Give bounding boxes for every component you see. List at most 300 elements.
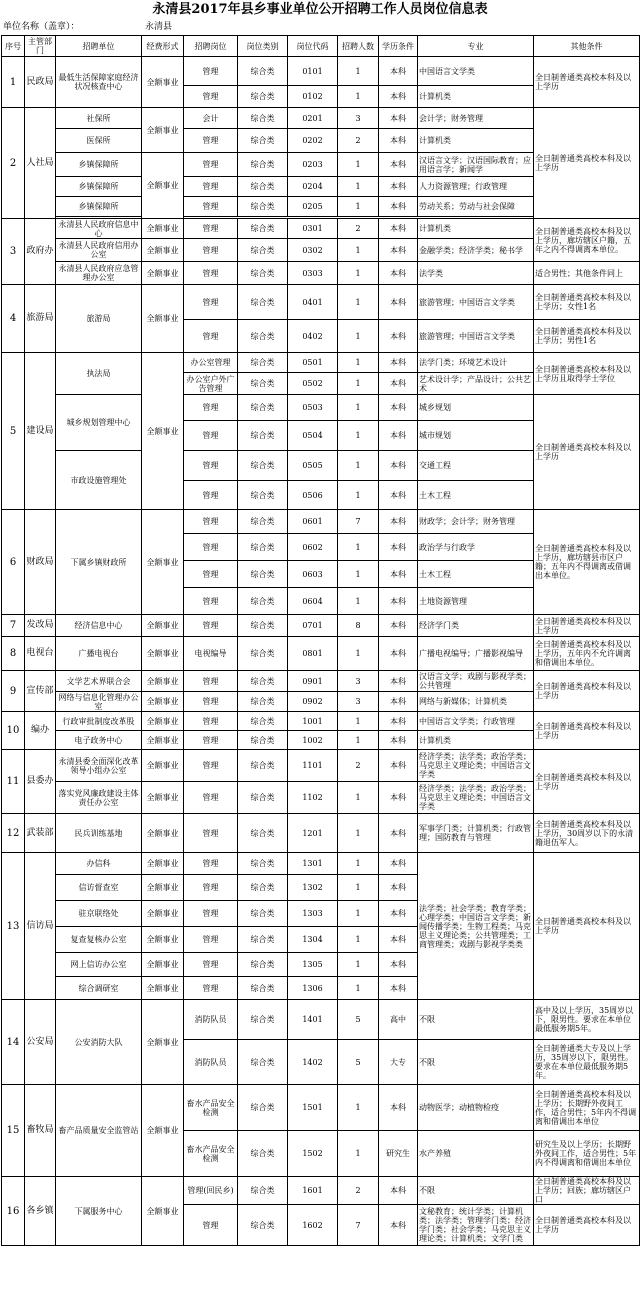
major-cell: 城市规划: [418, 421, 534, 451]
code-cell: 0601: [288, 510, 338, 534]
major-cell: 计算机类: [418, 129, 534, 153]
seq-cell: 12: [2, 814, 25, 853]
major-cell: 法学类；社会学类；教育学类；心理学类；中国语言文学类；新闻传播学类；生物工程类；马克思主义理论类；公共管理类；工商管理类；戏剧与影视学类类: [418, 853, 534, 1000]
major-cell: 中国语言文学类: [418, 57, 534, 86]
category-cell: 综合类: [238, 671, 288, 692]
unit-row: [0, 20, 640, 35]
category-cell: 综合类: [238, 637, 288, 671]
unit-cell: 文学艺术界联合会: [56, 671, 142, 692]
count-cell: 1: [338, 262, 379, 285]
code-cell: 0401: [288, 285, 338, 320]
header-count: 招聘人数: [338, 36, 379, 57]
seq-cell: 4: [2, 285, 25, 353]
category-cell: 综合类: [238, 395, 288, 421]
post-cell: 管理: [184, 197, 238, 217]
category-cell: 综合类: [238, 692, 288, 712]
education-cell: 本科: [379, 953, 418, 977]
major-cell: 水产养殖: [418, 1131, 534, 1177]
unit-label: 单位名称（盖章）：: [3, 22, 80, 32]
major-cell: 艺术设计学；产品设计；公共艺术: [418, 373, 534, 395]
dept-cell: 财政局: [25, 510, 56, 615]
unit-cell: 民兵训练基地: [56, 814, 142, 853]
code-cell: 0201: [288, 108, 338, 129]
education-cell: 本科: [379, 1085, 418, 1131]
page-title: 永清县2017年县乡事业单位公开招聘工作人员岗位信息表: [152, 2, 488, 17]
category-cell: 综合类: [238, 534, 288, 561]
fund-cell: 全额事业: [142, 692, 184, 712]
fund-cell: 全额事业: [142, 927, 184, 953]
code-cell: 0202: [288, 129, 338, 153]
count-cell: 1: [338, 875, 379, 901]
education-cell: 本科: [379, 853, 418, 875]
unit-cell: 永清县人民政府信用办公室: [56, 239, 142, 262]
education-cell: 本科: [379, 1177, 418, 1205]
major-cell: 劳动关系；劳动与社会保障: [418, 197, 534, 217]
count-cell: 2: [338, 1177, 379, 1205]
unit-cell: 网络与信息化管理办公室: [56, 692, 142, 712]
fund-cell: 全额事业: [142, 262, 184, 285]
post-cell: 管理: [184, 977, 238, 1000]
count-cell: 1: [338, 782, 379, 814]
code-cell: 0602: [288, 534, 338, 561]
category-cell: 综合类: [238, 219, 288, 239]
count-cell: 1: [338, 320, 379, 353]
seq-cell: 1: [2, 57, 25, 108]
count-cell: 1: [338, 153, 379, 177]
unit-value: 永清县: [145, 22, 173, 32]
count-cell: 5: [338, 1040, 379, 1085]
unit-cell: 永清县人民政府应急管理办公室: [56, 262, 142, 285]
post-cell: 管理: [184, 395, 238, 421]
unit-cell: 网上信访办公室: [56, 953, 142, 977]
count-cell: 1: [338, 637, 379, 671]
header-category: 岗位类别: [238, 36, 288, 57]
table-row: [2, 814, 640, 853]
count-cell: 1: [338, 86, 379, 108]
education-cell: 本科: [379, 481, 418, 510]
unit-cell: 经济信息中心: [56, 615, 142, 637]
category-cell: 综合类: [238, 977, 288, 1000]
table-row: [2, 57, 640, 86]
post-cell: 管理: [184, 712, 238, 731]
seq-cell: 3: [2, 219, 25, 285]
code-cell: 0603: [288, 561, 338, 588]
education-cell: 研究生: [379, 1131, 418, 1177]
dept-cell: 电视台: [25, 637, 56, 671]
unit-cell: 乡镇保障所: [56, 197, 142, 217]
unit-cell: 旅游局: [56, 285, 142, 353]
dept-cell: 公安局: [25, 1000, 56, 1085]
count-cell: 1: [338, 177, 379, 197]
dept-cell: 民政局: [25, 57, 56, 108]
education-cell: 本科: [379, 692, 418, 712]
fund-cell: 全额事业: [142, 285, 184, 353]
category-cell: 综合类: [238, 197, 288, 217]
fund-cell: 全额事业: [142, 353, 184, 510]
count-cell: 1: [338, 373, 379, 395]
unit-cell: 复查复核办公室: [56, 927, 142, 953]
fund-cell: 全额事业: [142, 1085, 184, 1177]
count-cell: 2: [338, 750, 379, 782]
header-post: 招聘岗位: [184, 36, 238, 57]
count-cell: 1: [338, 731, 379, 750]
category-cell: 综合类: [238, 875, 288, 901]
code-cell: 1201: [288, 814, 338, 853]
education-cell: 本科: [379, 977, 418, 1000]
code-cell: 0302: [288, 239, 338, 262]
table-row: [2, 262, 640, 285]
count-cell: 1: [338, 285, 379, 320]
education-cell: 本科: [379, 197, 418, 217]
post-cell: 管理: [184, 451, 238, 481]
count-cell: 2: [338, 219, 379, 239]
other-cell: 全日制普通类高校本科及以上学历；回族；廊坊辖区户口: [534, 1177, 640, 1205]
post-cell: 管理: [184, 901, 238, 927]
seq-cell: 6: [2, 510, 25, 615]
code-cell: 1102: [288, 782, 338, 814]
major-cell: 汉语言文学；戏剧与影视学类；公共管理: [418, 671, 534, 692]
major-cell: 交通工程: [418, 451, 534, 481]
post-cell: 消防队员: [184, 1000, 238, 1040]
category-cell: 综合类: [238, 108, 288, 129]
post-cell: 管理: [184, 153, 238, 177]
table-row: [2, 637, 640, 671]
table-body: [2, 57, 640, 1246]
category-cell: 综合类: [238, 239, 288, 262]
other-cell: 全日制普通类高校本科及以上学历: [534, 671, 640, 712]
code-cell: 1502: [288, 1131, 338, 1177]
unit-cell: 广播电视台: [56, 637, 142, 671]
code-cell: 0604: [288, 588, 338, 615]
code-cell: 1305: [288, 953, 338, 977]
header-seq: 序号: [2, 36, 25, 57]
category-cell: 综合类: [238, 510, 288, 534]
education-cell: 本科: [379, 108, 418, 129]
seq-cell: 16: [2, 1177, 25, 1246]
seq-cell: 5: [2, 353, 25, 510]
dept-cell: 编办: [25, 712, 56, 750]
education-cell: 本科: [379, 451, 418, 481]
other-cell: 全日制普通类高校本科及以上学历，廊坊辖县市区户籍；五年内不得调离或借调出本单位。: [534, 510, 640, 615]
fund-cell: 全额事业: [142, 239, 184, 262]
header-major: 专业: [418, 36, 534, 57]
code-cell: 1602: [288, 1205, 338, 1246]
count-cell: 1: [338, 853, 379, 875]
code-cell: 0203: [288, 153, 338, 177]
code-cell: 0205: [288, 197, 338, 217]
table-row: [2, 750, 640, 782]
education-cell: 本科: [379, 320, 418, 353]
code-cell: 1304: [288, 927, 338, 953]
seq-cell: 8: [2, 637, 25, 671]
category-cell: 综合类: [238, 57, 288, 86]
major-cell: 不限: [418, 1000, 534, 1040]
education-cell: 本科: [379, 927, 418, 953]
header-other: 其他条件: [534, 36, 640, 57]
seq-cell: 11: [2, 750, 25, 814]
fund-cell: 全额事业: [142, 977, 184, 1000]
category-cell: 综合类: [238, 712, 288, 731]
count-cell: 5: [338, 1000, 379, 1040]
post-cell: 管理: [184, 561, 238, 588]
fund-cell: 全额事业: [142, 57, 184, 108]
code-cell: 1302: [288, 875, 338, 901]
unit-cell: 落实党风廉政建设主体责任办公室: [56, 782, 142, 814]
other-cell: 全日制普通类高校本科及以上学历: [534, 750, 640, 814]
fund-cell: 全额事业: [142, 510, 184, 615]
header-row: [2, 36, 640, 57]
unit-cell: 电子政务中心: [56, 731, 142, 750]
unit-cell: 公安消防大队: [56, 1000, 142, 1085]
other-cell: 全日制普通类高校本科及以上学历: [534, 853, 640, 1000]
count-cell: 1: [338, 481, 379, 510]
other-cell: 全日制普通类高校本科及以上学历；长期野外夜间工作，适合男性；5年内不得调离和借调出本单位: [534, 1085, 640, 1131]
fund-cell: 全额事业: [142, 1177, 184, 1246]
post-cell: 管理: [184, 853, 238, 875]
category-cell: 综合类: [238, 750, 288, 782]
category-cell: 综合类: [238, 615, 288, 637]
table-row: [2, 1177, 640, 1205]
unit-cell: 最低生活保障家庭经济状况核查中心: [56, 57, 142, 108]
major-cell: 军事学门类；计算机类；行政管理；国防教育与管理: [418, 814, 534, 853]
count-cell: 1: [338, 901, 379, 927]
education-cell: 本科: [379, 782, 418, 814]
category-cell: 综合类: [238, 1040, 288, 1085]
major-cell: 法学类: [418, 262, 534, 285]
other-cell: 全日制普通类高校本科及以上学历，五年内不允许调离和借调出本单位。: [534, 637, 640, 671]
post-cell: 管理: [184, 692, 238, 712]
fund-cell: 全额事业: [142, 782, 184, 814]
table-row: [2, 510, 640, 534]
seq-cell: 10: [2, 712, 25, 750]
education-cell: 本科: [379, 153, 418, 177]
unit-cell: 永清县人民政府信息中心: [56, 219, 142, 239]
category-cell: 综合类: [238, 901, 288, 927]
unit-cell: 综合调研室: [56, 977, 142, 1000]
category-cell: 综合类: [238, 782, 288, 814]
post-cell: 管理: [184, 615, 238, 637]
count-cell: 2: [338, 129, 379, 153]
header-dept: 主管部门: [25, 36, 56, 57]
major-cell: 计算机类: [418, 731, 534, 750]
code-cell: 1601: [288, 1177, 338, 1205]
other-cell: 全日制普通类高校本科及以上学历: [534, 712, 640, 750]
major-cell: 财政学；会计学；财务管理: [418, 510, 534, 534]
dept-cell: 信访局: [25, 853, 56, 1000]
count-cell: 8: [338, 615, 379, 637]
count-cell: 1: [338, 197, 379, 217]
category-cell: 综合类: [238, 1177, 288, 1205]
post-cell: 管理: [184, 875, 238, 901]
count-cell: 3: [338, 108, 379, 129]
count-cell: 1: [338, 451, 379, 481]
post-cell: 办公室管理: [184, 353, 238, 373]
category-cell: 综合类: [238, 129, 288, 153]
count-cell: 7: [338, 510, 379, 534]
dept-cell: 县委办: [25, 750, 56, 814]
header-unit: 招聘单位: [56, 36, 142, 57]
major-cell: 政治学与行政学: [418, 534, 534, 561]
count-cell: 1: [338, 1085, 379, 1131]
unit-cell: 畜产品质量安全监管站: [56, 1085, 142, 1177]
major-cell: 汉语言文学；汉语国际教育；应用语言学；新闻学: [418, 153, 534, 177]
code-cell: 0503: [288, 395, 338, 421]
table-row: [2, 712, 640, 731]
other-cell: 适合男性；其他条件同上: [534, 262, 640, 285]
post-cell: 畜水产品安全检测: [184, 1085, 238, 1131]
education-cell: 高中: [379, 1000, 418, 1040]
fund-cell: 全额事业: [142, 901, 184, 927]
education-cell: 本科: [379, 353, 418, 373]
count-cell: 1: [338, 977, 379, 1000]
other-cell: 高中及以上学历，35周岁以下，限男性。要求在本单位最低服务期5年。: [534, 1000, 640, 1040]
unit-cell: 社保所: [56, 108, 142, 129]
education-cell: 大专: [379, 1040, 418, 1085]
dept-cell: 政府办: [25, 219, 56, 285]
education-cell: 本科: [379, 750, 418, 782]
seq-cell: 2: [2, 108, 25, 219]
education-cell: 本科: [379, 177, 418, 197]
header-fund: 经费形式: [142, 36, 184, 57]
major-cell: 广播电视编导；广播影视编导: [418, 637, 534, 671]
major-cell: 旅游管理；中国语言文学类: [418, 320, 534, 353]
education-cell: 本科: [379, 875, 418, 901]
fund-cell: 全额事业: [142, 615, 184, 637]
dept-cell: 武装部: [25, 814, 56, 853]
major-cell: 经济学类；法学类；政治学类；马克思主义理论类；中国语言文学类: [418, 782, 534, 814]
table-row: [2, 1085, 640, 1131]
seq-cell: 15: [2, 1085, 25, 1177]
code-cell: 0402: [288, 320, 338, 353]
code-cell: 0101: [288, 57, 338, 86]
count-cell: 3: [338, 692, 379, 712]
code-cell: 0506: [288, 481, 338, 510]
unit-cell: 下属服务中心: [56, 1177, 142, 1246]
code-cell: 0504: [288, 421, 338, 451]
education-cell: 本科: [379, 129, 418, 153]
other-cell: 全日制普通类高校本科及以上学历: [534, 395, 640, 510]
education-cell: 本科: [379, 588, 418, 615]
post-cell: 管理: [184, 588, 238, 615]
code-cell: 1402: [288, 1040, 338, 1085]
other-cell: 全日制普通类高校本科及以上学历: [534, 1205, 640, 1246]
education-cell: 本科: [379, 285, 418, 320]
post-cell: 办公室户外广告管理: [184, 373, 238, 395]
other-cell: 全日制普通类高校本科及以上学历；女性1名: [534, 285, 640, 320]
post-cell: 管理: [184, 421, 238, 451]
category-cell: 综合类: [238, 285, 288, 320]
category-cell: 综合类: [238, 1131, 288, 1177]
count-cell: 1: [338, 712, 379, 731]
table-row: [2, 353, 640, 373]
count-cell: 1: [338, 239, 379, 262]
table-row: [2, 671, 640, 692]
education-cell: 本科: [379, 57, 418, 86]
fund-cell: 全额事业: [142, 1000, 184, 1085]
count-cell: 1: [338, 1131, 379, 1177]
education-cell: 本科: [379, 637, 418, 671]
other-cell: 全日制普通类高校本科及以上学历，廊坊辖区户籍，五年之内不得调离本单位。: [534, 219, 640, 262]
other-cell: 全日制普通类大专及以上学历，35周岁以下，限男性。要求在本单位最低服务期5年。: [534, 1040, 640, 1085]
count-cell: 1: [338, 953, 379, 977]
category-cell: 综合类: [238, 588, 288, 615]
code-cell: 0505: [288, 451, 338, 481]
header-education: 学历条件: [379, 36, 418, 57]
major-cell: 法学门类；环境艺术设计: [418, 353, 534, 373]
count-cell: 1: [338, 588, 379, 615]
major-cell: 计算机类: [418, 219, 534, 239]
count-cell: 1: [338, 927, 379, 953]
code-cell: 0204: [288, 177, 338, 197]
other-cell: 全日制普通类高校本科及以上学历: [534, 108, 640, 219]
seq-cell: 7: [2, 615, 25, 637]
category-cell: 综合类: [238, 953, 288, 977]
count-cell: 1: [338, 421, 379, 451]
unit-cell: 城乡规划管理中心: [56, 395, 142, 451]
unit-cell: 乡镇保障所: [56, 153, 142, 177]
code-cell: 0501: [288, 353, 338, 373]
category-cell: 综合类: [238, 320, 288, 353]
major-cell: 动物医学；动植物检疫: [418, 1085, 534, 1131]
major-cell: 不限: [418, 1177, 534, 1205]
category-cell: 综合类: [238, 353, 288, 373]
major-cell: 经济学门类: [418, 615, 534, 637]
table-row: [2, 108, 640, 129]
post-cell: 管理: [184, 731, 238, 750]
fund-cell: 全额事业: [142, 712, 184, 731]
education-cell: 本科: [379, 1205, 418, 1246]
code-cell: 1101: [288, 750, 338, 782]
category-cell: 综合类: [238, 262, 288, 285]
post-cell: 管理: [184, 953, 238, 977]
post-cell: 管理: [184, 927, 238, 953]
education-cell: 本科: [379, 615, 418, 637]
dept-cell: 发改局: [25, 615, 56, 637]
unit-cell: 驻京联络处: [56, 901, 142, 927]
post-cell: 管理: [184, 814, 238, 853]
fund-cell: 全额事业: [142, 853, 184, 875]
category-cell: 综合类: [238, 86, 288, 108]
major-cell: 计算机类: [418, 86, 534, 108]
unit-cell: 办信科: [56, 853, 142, 875]
count-cell: 1: [338, 353, 379, 373]
code-cell: 0902: [288, 692, 338, 712]
positions-table: [1, 35, 640, 1246]
dept-cell: 建设局: [25, 353, 56, 510]
code-cell: 0701: [288, 615, 338, 637]
unit-cell: 行政审批制度改革股: [56, 712, 142, 731]
count-cell: 3: [338, 671, 379, 692]
major-cell: 中国语言文学类；行政管理: [418, 712, 534, 731]
other-cell: 全日制普通类高校本科及以上学历: [534, 615, 640, 637]
category-cell: 综合类: [238, 814, 288, 853]
education-cell: 本科: [379, 395, 418, 421]
code-cell: 0102: [288, 86, 338, 108]
unit-cell: 永清县委全面深化改革领导小组办公室: [56, 750, 142, 782]
code-cell: 0801: [288, 637, 338, 671]
header-code: 岗位代码: [288, 36, 338, 57]
post-cell: 会计: [184, 108, 238, 129]
other-cell: 全日制普通类高校本科及以上学历: [534, 57, 640, 108]
unit-cell: 医保所: [56, 129, 142, 153]
code-cell: 0303: [288, 262, 338, 285]
major-cell: 金融学类；经济学类；秘书学: [418, 239, 534, 262]
dept-cell: 人社局: [25, 108, 56, 219]
category-cell: 综合类: [238, 373, 288, 395]
code-cell: 1001: [288, 712, 338, 731]
post-cell: 管理: [184, 129, 238, 153]
code-cell: 1002: [288, 731, 338, 750]
